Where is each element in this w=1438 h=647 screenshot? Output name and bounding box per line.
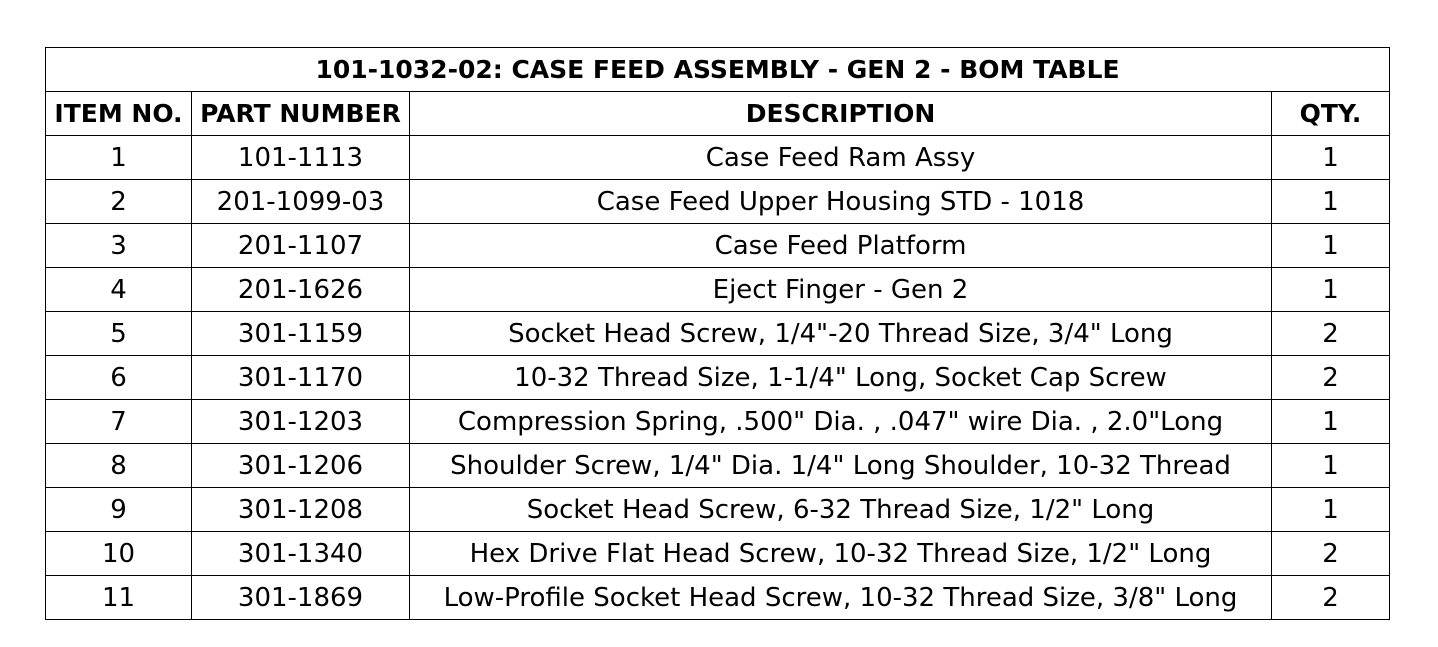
table-row — [46, 268, 1390, 312]
qty-cell: 1 — [1272, 488, 1390, 532]
description-cell: Case Feed Upper Housing STD - 1018 — [410, 180, 1272, 224]
description-cell: Socket Head Screw, 6-32 Thread Size, 1/2" Long — [410, 488, 1272, 532]
item-no-cell: 6 — [46, 356, 192, 400]
qty-cell: 2 — [1272, 532, 1390, 576]
table-row — [46, 136, 1390, 180]
title-row — [46, 48, 1390, 92]
description-cell: 10-32 Thread Size, 1-1/4" Long, Socket Cap Screw — [410, 356, 1272, 400]
description-cell: Case Feed Platform — [410, 224, 1272, 268]
table-row — [46, 312, 1390, 356]
part-number-cell: 301-1170 — [192, 356, 410, 400]
item-no-cell: 8 — [46, 444, 192, 488]
item-no-cell: 1 — [46, 136, 192, 180]
description-cell: Shoulder Screw, 1/4" Dia. 1/4" Long Shoulder, 10-32 Thread — [410, 444, 1272, 488]
qty-cell: 2 — [1272, 356, 1390, 400]
description-cell: Socket Head Screw, 1/4"-20 Thread Size, 3/4" Long — [410, 312, 1272, 356]
qty-cell: 1 — [1272, 224, 1390, 268]
header-qty: QTY. — [1272, 92, 1390, 136]
part-number-cell: 301-1159 — [192, 312, 410, 356]
description-cell: Low-Profile Socket Head Screw, 10-32 Thread Size, 3/8" Long — [410, 576, 1272, 620]
qty-cell: 1 — [1272, 180, 1390, 224]
part-number-cell: 201-1107 — [192, 224, 410, 268]
description-cell: Hex Drive Flat Head Screw, 10-32 Thread Size, 1/2" Long — [410, 532, 1272, 576]
item-no-cell: 3 — [46, 224, 192, 268]
table-row — [46, 356, 1390, 400]
description-cell: Compression Spring, .500" Dia. , .047" wire Dia. , 2.0"Long — [410, 400, 1272, 444]
header-item-no: ITEM NO. — [46, 92, 192, 136]
item-no-cell: 9 — [46, 488, 192, 532]
table-row — [46, 576, 1390, 620]
qty-cell: 2 — [1272, 576, 1390, 620]
table-row — [46, 180, 1390, 224]
item-no-cell: 7 — [46, 400, 192, 444]
table-row — [46, 532, 1390, 576]
qty-cell: 1 — [1272, 400, 1390, 444]
item-no-cell: 10 — [46, 532, 192, 576]
qty-cell: 2 — [1272, 312, 1390, 356]
table-row — [46, 224, 1390, 268]
table-title: 101-1032-02: CASE FEED ASSEMBLY - GEN 2 - BOM TABLE — [46, 48, 1390, 92]
header-row — [46, 92, 1390, 136]
table-body — [46, 136, 1390, 620]
part-number-cell: 301-1340 — [192, 532, 410, 576]
item-no-cell: 5 — [46, 312, 192, 356]
header-part-number: PART NUMBER — [192, 92, 410, 136]
part-number-cell: 201-1099-03 — [192, 180, 410, 224]
table-row — [46, 400, 1390, 444]
part-number-cell: 101-1113 — [192, 136, 410, 180]
qty-cell: 1 — [1272, 136, 1390, 180]
description-cell: Case Feed Ram Assy — [410, 136, 1272, 180]
part-number-cell: 301-1203 — [192, 400, 410, 444]
table-row — [46, 444, 1390, 488]
part-number-cell: 301-1206 — [192, 444, 410, 488]
part-number-cell: 201-1626 — [192, 268, 410, 312]
qty-cell: 1 — [1272, 268, 1390, 312]
item-no-cell: 11 — [46, 576, 192, 620]
part-number-cell: 301-1869 — [192, 576, 410, 620]
table-row — [46, 488, 1390, 532]
qty-cell: 1 — [1272, 444, 1390, 488]
item-no-cell: 4 — [46, 268, 192, 312]
header-description: DESCRIPTION — [410, 92, 1272, 136]
bom-table — [45, 47, 1390, 620]
item-no-cell: 2 — [46, 180, 192, 224]
description-cell: Eject Finger - Gen 2 — [410, 268, 1272, 312]
part-number-cell: 301-1208 — [192, 488, 410, 532]
